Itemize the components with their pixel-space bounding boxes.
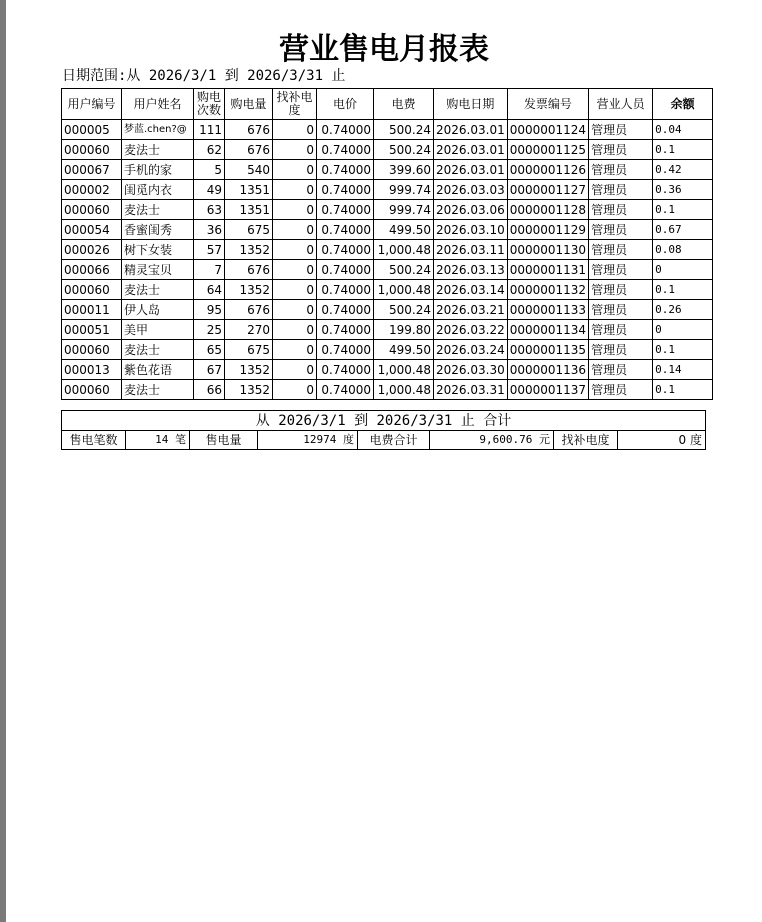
cell-adjust: 0 <box>273 220 317 240</box>
table-row <box>62 160 713 180</box>
cell-adjust: 0 <box>273 280 317 300</box>
cell-balance: 0.67 <box>653 220 713 240</box>
cell-balance: 0.1 <box>653 380 713 400</box>
cell-user-name: 香蜜闺秀 <box>122 220 194 240</box>
table-row <box>62 380 713 400</box>
cell-operator: 管理员 <box>589 120 653 140</box>
cell-price: 0.74000 <box>317 320 374 340</box>
col-header-date: 购电日期 <box>434 89 508 120</box>
cell-user-name: 闺觅内衣 <box>122 180 194 200</box>
cell-user-name: 麦法士 <box>122 340 194 360</box>
cell-date: 2026.03.31 <box>434 380 508 400</box>
cell-user-name: 紫色花语 <box>122 360 194 380</box>
cell-user-id: 000002 <box>62 180 122 200</box>
cell-fee: 500.24 <box>374 260 434 280</box>
cell-date: 2026.03.01 <box>434 160 508 180</box>
cell-price: 0.74000 <box>317 340 374 360</box>
cell-fee: 999.74 <box>374 200 434 220</box>
table-row <box>62 280 713 300</box>
cell-operator: 管理员 <box>589 380 653 400</box>
cell-user-name: 麦法士 <box>122 200 194 220</box>
cell-purchase-count: 49 <box>194 180 225 200</box>
cell-adjust: 0 <box>273 260 317 280</box>
cell-adjust: 0 <box>273 180 317 200</box>
cell-kwh: 1352 <box>225 380 273 400</box>
col-header-user-id: 用户编号 <box>62 89 122 120</box>
cell-user-id: 000013 <box>62 360 122 380</box>
table-row <box>62 140 713 160</box>
cell-purchase-count: 66 <box>194 380 225 400</box>
cell-price: 0.74000 <box>317 140 374 160</box>
cell-price: 0.74000 <box>317 220 374 240</box>
summary-fee-value: 9,600.76 元 <box>430 431 554 450</box>
cell-kwh: 1351 <box>225 200 273 220</box>
cell-purchase-count: 111 <box>194 120 225 140</box>
cell-fee: 1,000.48 <box>374 240 434 260</box>
cell-adjust: 0 <box>273 120 317 140</box>
cell-invoice: 0000001128 <box>507 200 588 220</box>
cell-kwh: 1352 <box>225 280 273 300</box>
table-row <box>62 260 713 280</box>
cell-kwh: 675 <box>225 220 273 240</box>
cell-operator: 管理员 <box>589 260 653 280</box>
cell-invoice: 0000001125 <box>507 140 588 160</box>
cell-invoice: 0000001132 <box>507 280 588 300</box>
summary-fee-label: 电费合计 <box>358 431 430 450</box>
col-header-adjust: 找补电度 <box>273 89 317 120</box>
cell-user-id: 000060 <box>62 380 122 400</box>
summary-count-label: 售电笔数 <box>62 431 126 450</box>
cell-date: 2026.03.13 <box>434 260 508 280</box>
cell-kwh: 270 <box>225 320 273 340</box>
cell-balance: 0.42 <box>653 160 713 180</box>
sales-table <box>61 88 713 400</box>
cell-balance: 0.1 <box>653 340 713 360</box>
cell-fee: 500.24 <box>374 120 434 140</box>
summary-table <box>61 410 706 450</box>
cell-date: 2026.03.01 <box>434 120 508 140</box>
cell-operator: 管理员 <box>589 300 653 320</box>
date-range: 日期范围:从 2026/3/1 到 2026/3/31 止 <box>62 68 346 84</box>
cell-operator: 管理员 <box>589 140 653 160</box>
cell-user-id: 000011 <box>62 300 122 320</box>
cell-invoice: 0000001136 <box>507 360 588 380</box>
cell-user-name: 麦法士 <box>122 380 194 400</box>
cell-adjust: 0 <box>273 160 317 180</box>
cell-kwh: 676 <box>225 300 273 320</box>
cell-operator: 管理员 <box>589 180 653 200</box>
cell-operator: 管理员 <box>589 200 653 220</box>
cell-price: 0.74000 <box>317 160 374 180</box>
cell-fee: 399.60 <box>374 160 434 180</box>
cell-kwh: 1351 <box>225 180 273 200</box>
summary-kwh-value: 12974 度 <box>258 431 358 450</box>
cell-fee: 199.80 <box>374 320 434 340</box>
cell-date: 2026.03.30 <box>434 360 508 380</box>
table-row <box>62 240 713 260</box>
col-header-price: 电价 <box>317 89 374 120</box>
col-header-fee: 电费 <box>374 89 434 120</box>
cell-balance: 0.1 <box>653 280 713 300</box>
cell-user-id: 000066 <box>62 260 122 280</box>
cell-fee: 500.24 <box>374 300 434 320</box>
table-row <box>62 120 713 140</box>
cell-purchase-count: 65 <box>194 340 225 360</box>
cell-date: 2026.03.14 <box>434 280 508 300</box>
cell-date: 2026.03.06 <box>434 200 508 220</box>
cell-invoice: 0000001133 <box>507 300 588 320</box>
report-page <box>6 0 762 922</box>
cell-kwh: 676 <box>225 120 273 140</box>
cell-date: 2026.03.24 <box>434 340 508 360</box>
cell-user-id: 000051 <box>62 320 122 340</box>
col-header-operator: 营业人员 <box>589 89 653 120</box>
cell-purchase-count: 62 <box>194 140 225 160</box>
cell-invoice: 0000001135 <box>507 340 588 360</box>
cell-fee: 999.74 <box>374 180 434 200</box>
cell-price: 0.74000 <box>317 280 374 300</box>
cell-operator: 管理员 <box>589 220 653 240</box>
cell-user-name: 麦法士 <box>122 140 194 160</box>
cell-user-id: 000005 <box>62 120 122 140</box>
cell-purchase-count: 36 <box>194 220 225 240</box>
table-row <box>62 220 713 240</box>
cell-price: 0.74000 <box>317 200 374 220</box>
cell-date: 2026.03.03 <box>434 180 508 200</box>
cell-user-id: 000060 <box>62 280 122 300</box>
table-row <box>62 180 713 200</box>
cell-kwh: 540 <box>225 160 273 180</box>
cell-purchase-count: 67 <box>194 360 225 380</box>
cell-price: 0.74000 <box>317 240 374 260</box>
cell-user-name: 梦蓝.chen?@ <box>122 120 194 140</box>
cell-adjust: 0 <box>273 320 317 340</box>
cell-invoice: 0000001134 <box>507 320 588 340</box>
summary-kwh-label: 售电量 <box>190 431 258 450</box>
cell-balance: 0 <box>653 260 713 280</box>
cell-adjust: 0 <box>273 200 317 220</box>
cell-adjust: 0 <box>273 340 317 360</box>
cell-fee: 1,000.48 <box>374 380 434 400</box>
cell-date: 2026.03.01 <box>434 140 508 160</box>
cell-invoice: 0000001126 <box>507 160 588 180</box>
col-header-invoice: 发票编号 <box>507 89 588 120</box>
cell-operator: 管理员 <box>589 340 653 360</box>
cell-adjust: 0 <box>273 240 317 260</box>
cell-date: 2026.03.21 <box>434 300 508 320</box>
cell-date: 2026.03.10 <box>434 220 508 240</box>
cell-user-name: 麦法士 <box>122 280 194 300</box>
col-header-purchase-count: 购电次数 <box>194 89 225 120</box>
cell-user-name: 美甲 <box>122 320 194 340</box>
cell-balance: 0.04 <box>653 120 713 140</box>
cell-price: 0.74000 <box>317 300 374 320</box>
cell-adjust: 0 <box>273 380 317 400</box>
cell-operator: 管理员 <box>589 160 653 180</box>
cell-price: 0.74000 <box>317 380 374 400</box>
cell-fee: 499.50 <box>374 220 434 240</box>
cell-kwh: 1352 <box>225 240 273 260</box>
cell-purchase-count: 25 <box>194 320 225 340</box>
cell-invoice: 0000001129 <box>507 220 588 240</box>
cell-fee: 499.50 <box>374 340 434 360</box>
cell-purchase-count: 63 <box>194 200 225 220</box>
summary-heading: 从 2026/3/1 到 2026/3/31 止 合计 <box>62 411 706 431</box>
cell-user-name: 树下女装 <box>122 240 194 260</box>
cell-fee: 1,000.48 <box>374 360 434 380</box>
cell-purchase-count: 57 <box>194 240 225 260</box>
cell-user-name: 手机的家 <box>122 160 194 180</box>
cell-balance: 0.1 <box>653 200 713 220</box>
cell-fee: 500.24 <box>374 140 434 160</box>
cell-fee: 1,000.48 <box>374 280 434 300</box>
cell-user-id: 000067 <box>62 160 122 180</box>
cell-operator: 管理员 <box>589 280 653 300</box>
cell-kwh: 1352 <box>225 360 273 380</box>
cell-kwh: 676 <box>225 140 273 160</box>
cell-purchase-count: 95 <box>194 300 225 320</box>
cell-price: 0.74000 <box>317 260 374 280</box>
cell-balance: 0.36 <box>653 180 713 200</box>
cell-user-id: 000054 <box>62 220 122 240</box>
cell-balance: 0 <box>653 320 713 340</box>
table-row <box>62 300 713 320</box>
cell-balance: 0.26 <box>653 300 713 320</box>
cell-invoice: 0000001124 <box>507 120 588 140</box>
cell-user-name: 伊人岛 <box>122 300 194 320</box>
cell-price: 0.74000 <box>317 120 374 140</box>
table-row <box>62 340 713 360</box>
table-row <box>62 320 713 340</box>
cell-balance: 0.1 <box>653 140 713 160</box>
cell-adjust: 0 <box>273 300 317 320</box>
cell-purchase-count: 64 <box>194 280 225 300</box>
cell-kwh: 676 <box>225 260 273 280</box>
cell-kwh: 675 <box>225 340 273 360</box>
report-title: 营业售电月报表 <box>279 32 489 67</box>
cell-balance: 0.08 <box>653 240 713 260</box>
cell-invoice: 0000001130 <box>507 240 588 260</box>
cell-user-id: 000060 <box>62 200 122 220</box>
cell-date: 2026.03.11 <box>434 240 508 260</box>
summary-adjust-value: 0 度 <box>618 431 706 450</box>
cell-adjust: 0 <box>273 140 317 160</box>
cell-invoice: 0000001127 <box>507 180 588 200</box>
cell-user-id: 000060 <box>62 140 122 160</box>
table-header-row <box>62 89 713 120</box>
cell-user-name: 精灵宝贝 <box>122 260 194 280</box>
summary-row <box>62 431 706 450</box>
cell-balance: 0.14 <box>653 360 713 380</box>
cell-purchase-count: 7 <box>194 260 225 280</box>
col-header-user-name: 用户姓名 <box>122 89 194 120</box>
cell-user-id: 000026 <box>62 240 122 260</box>
col-header-balance: 余额 <box>653 89 713 120</box>
cell-operator: 管理员 <box>589 320 653 340</box>
table-row <box>62 200 713 220</box>
cell-adjust: 0 <box>273 360 317 380</box>
cell-price: 0.74000 <box>317 180 374 200</box>
summary-adjust-label: 找补电度 <box>554 431 618 450</box>
cell-user-id: 000060 <box>62 340 122 360</box>
cell-price: 0.74000 <box>317 360 374 380</box>
summary-count-value: 14 笔 <box>126 431 190 450</box>
cell-invoice: 0000001131 <box>507 260 588 280</box>
cell-operator: 管理员 <box>589 240 653 260</box>
cell-invoice: 0000001137 <box>507 380 588 400</box>
cell-purchase-count: 5 <box>194 160 225 180</box>
cell-date: 2026.03.22 <box>434 320 508 340</box>
table-row <box>62 360 713 380</box>
col-header-kwh: 购电量 <box>225 89 273 120</box>
cell-operator: 管理员 <box>589 360 653 380</box>
